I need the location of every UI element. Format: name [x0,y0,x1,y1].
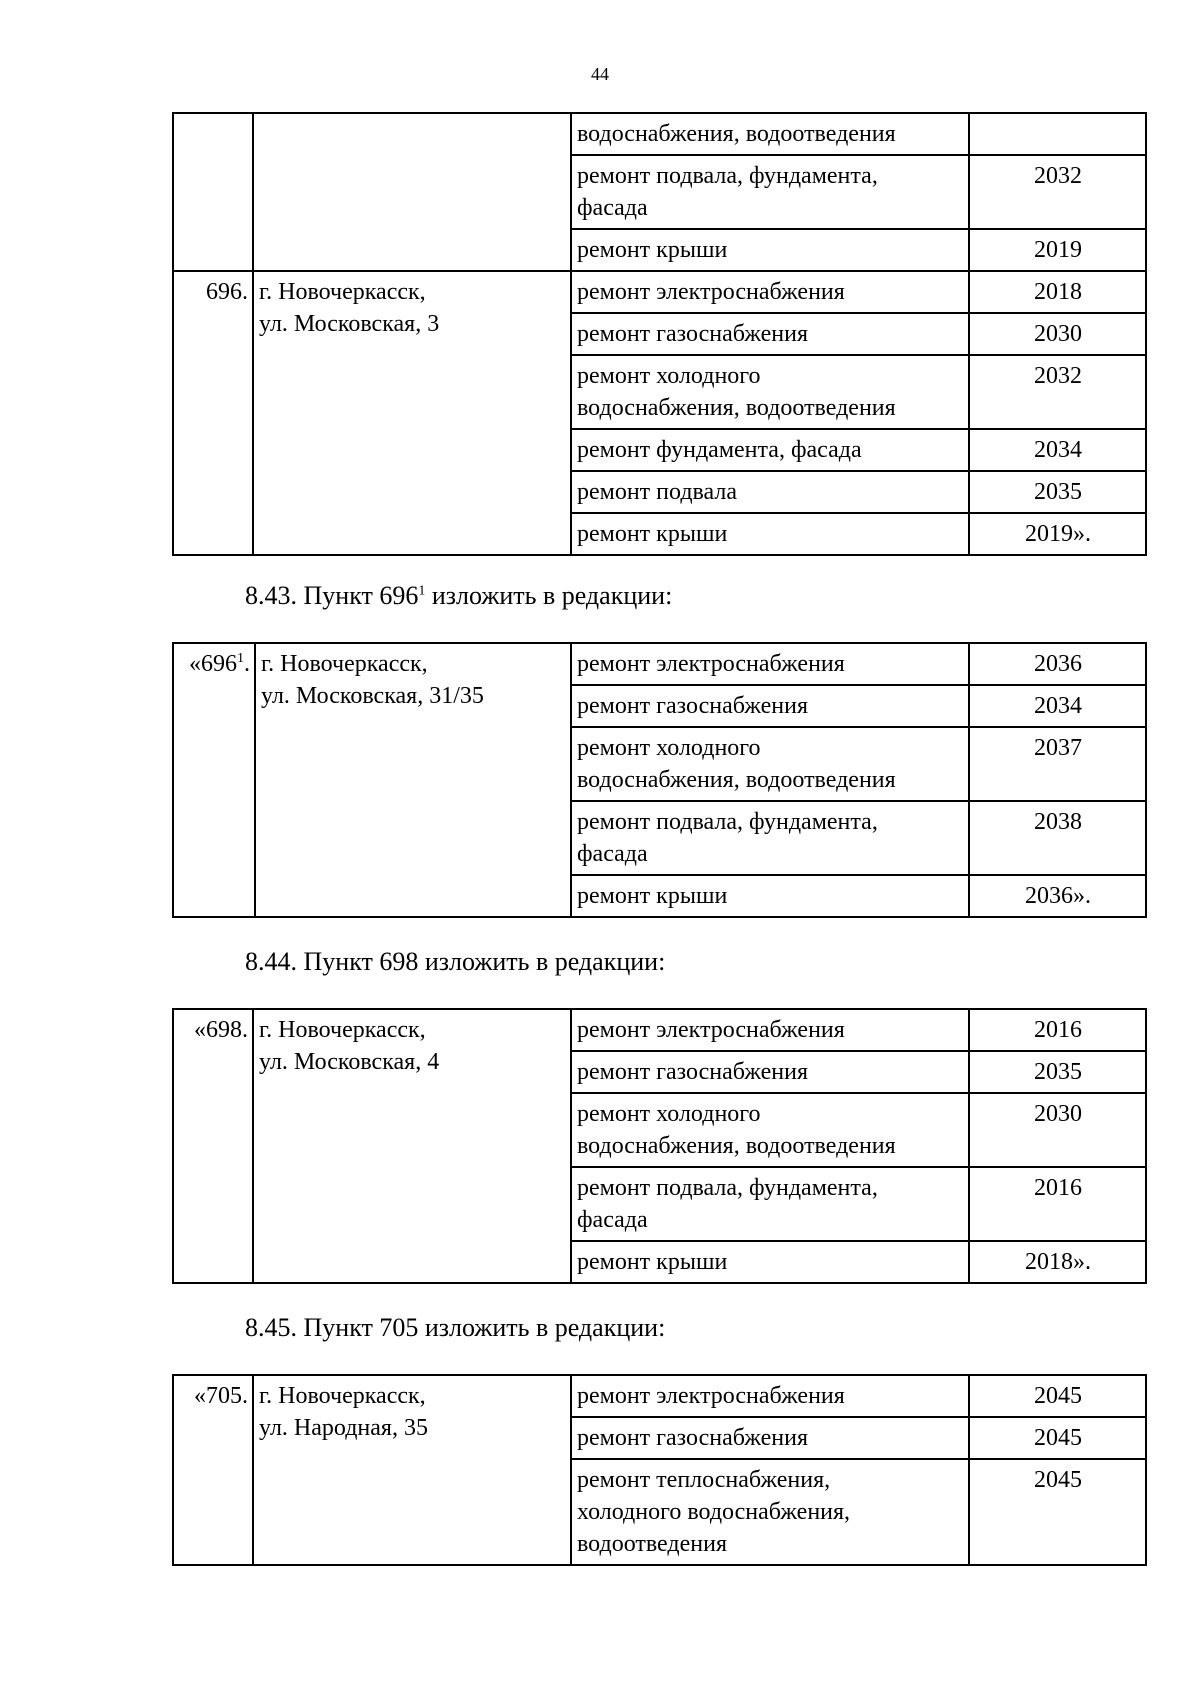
work-line: ремонт подвала [577,479,738,505]
item-number-cell: 696. [173,271,253,555]
year-cell: 2034 [969,429,1146,471]
work-cell [571,1009,969,1051]
work-line: ремонт электроснабжения [577,651,845,677]
table-row [173,1375,1146,1417]
work-line: ремонт электроснабжения [577,279,845,305]
table-row [173,643,1146,685]
item-number-cell [173,643,255,917]
work-line: ремонт электроснабжения [577,1383,845,1409]
work-line: ремонт крыши [577,1249,728,1275]
year-cell: 2016 [969,1009,1146,1051]
year-cell: 2030 [969,1093,1146,1167]
work-cell [571,113,969,155]
item-number-cell [173,113,253,271]
work-cell [571,1093,969,1167]
section-8-45-heading: 8.45. Пункт 705 изложить в редакции: [245,1313,666,1342]
address-cell [253,1009,571,1283]
work-cell [571,1375,969,1417]
item-number-cell: «698. [173,1009,253,1283]
work-line: водоотведения [577,1531,727,1557]
year-cell [969,113,1146,155]
cell-line: г. Новочеркасск, [261,651,428,677]
work-line: водоснабжения, водоотведения [577,121,896,147]
year-cell: 2045 [969,1375,1146,1417]
year-cell: 2045 [969,1459,1146,1565]
year-cell: 2036». [969,875,1146,917]
year-cell: 2019». [969,513,1146,555]
work-line: фасада [577,195,648,221]
year-cell: 2036 [969,643,1146,685]
work-line: ремонт крыши [577,521,728,547]
address-cell [253,1375,571,1565]
year-cell: 2016 [969,1167,1146,1241]
cell-line: ул. Народная, 35 [259,1415,428,1441]
work-cell [571,1417,969,1459]
item-number-suffix: . [244,651,250,677]
work-line: ремонт холодного [577,735,761,761]
year-cell: 2032 [969,155,1146,229]
work-line: ремонт электроснабжения [577,1017,845,1043]
cell-line: г. Новочеркасск, [259,1383,426,1409]
cell-line: г. Новочеркасск, [259,279,426,305]
address-cell [253,271,571,555]
work-line: ремонт холодного [577,1101,761,1127]
work-line: ремонт подвала, фундамента, [577,1175,878,1201]
work-cell [571,727,969,801]
work-cell [571,1167,969,1241]
work-line: ремонт газоснабжения [577,321,809,347]
year-cell: 2030 [969,313,1146,355]
year-cell: 2018 [969,271,1146,313]
work-cell [571,1459,969,1565]
table-row [173,113,1146,155]
table-row [173,271,1146,313]
address-cell [253,113,571,271]
page-number: 44 [591,64,609,84]
year-cell: 2037 [969,727,1146,801]
year-cell: 2034 [969,685,1146,727]
work-cell [571,643,969,685]
year-cell: 2038 [969,801,1146,875]
cell-line: ул. Московская, 3 [259,311,440,337]
year-cell: 2045 [969,1417,1146,1459]
cell-line: г. Новочеркасск, [259,1017,426,1043]
repair-schedule-table-705 [172,1374,1147,1566]
year-cell: 2032 [969,355,1146,429]
repair-schedule-table-698 [172,1008,1147,1284]
work-line: ремонт подвала, фундамента, [577,809,878,835]
work-line: ремонт газоснабжения [577,1425,809,1451]
cell-line: ул. Московская, 4 [259,1049,440,1075]
repair-schedule-table-696-1 [172,642,1147,918]
work-line: ремонт крыши [577,883,728,909]
section-8-44-heading: 8.44. Пункт 698 изложить в редакции: [245,947,666,976]
work-line: водоснабжения, водоотведения [577,1133,896,1159]
work-line: ремонт газоснабжения [577,1059,809,1085]
work-cell [571,513,969,555]
section-8-43-heading: 8.43. Пункт $696^1$ изложить в редакции: [245,581,673,610]
work-cell [571,471,969,513]
address-cell [255,643,571,917]
work-cell [571,801,969,875]
item-number: «696 [189,651,237,677]
work-cell [571,429,969,471]
work-cell [571,1051,969,1093]
item-number-cell: «705. [173,1375,253,1565]
work-line: фасада [577,1207,648,1233]
work-cell [571,155,969,229]
work-line: ремонт газоснабжения [577,693,809,719]
repair-schedule-table-696 [172,112,1147,556]
work-line: ремонт фундамента, фасада [577,437,862,463]
work-line: холодного водоснабжения, [577,1499,851,1525]
year-cell: 2035 [969,471,1146,513]
year-cell: 2035 [969,1051,1146,1093]
year-cell: 2019 [969,229,1146,271]
item-number-superscript: 1 [237,651,244,666]
work-cell [571,685,969,727]
work-line: ремонт холодного [577,363,761,389]
work-line: фасада [577,841,648,867]
work-line: ремонт теплоснабжения, [577,1467,831,1493]
work-line: ремонт подвала, фундамента, [577,163,878,189]
year-cell: 2018». [969,1241,1146,1283]
work-cell [571,355,969,429]
cell-line: ул. Московская, 31/35 [261,683,484,709]
table-row [173,1009,1146,1051]
work-cell [571,271,969,313]
work-cell [571,1241,969,1283]
work-line: водоснабжения, водоотведения [577,767,896,793]
work-line: водоснабжения, водоотведения [577,395,896,421]
work-cell [571,229,969,271]
work-cell [571,313,969,355]
work-cell [571,875,969,917]
work-line: ремонт крыши [577,237,728,263]
